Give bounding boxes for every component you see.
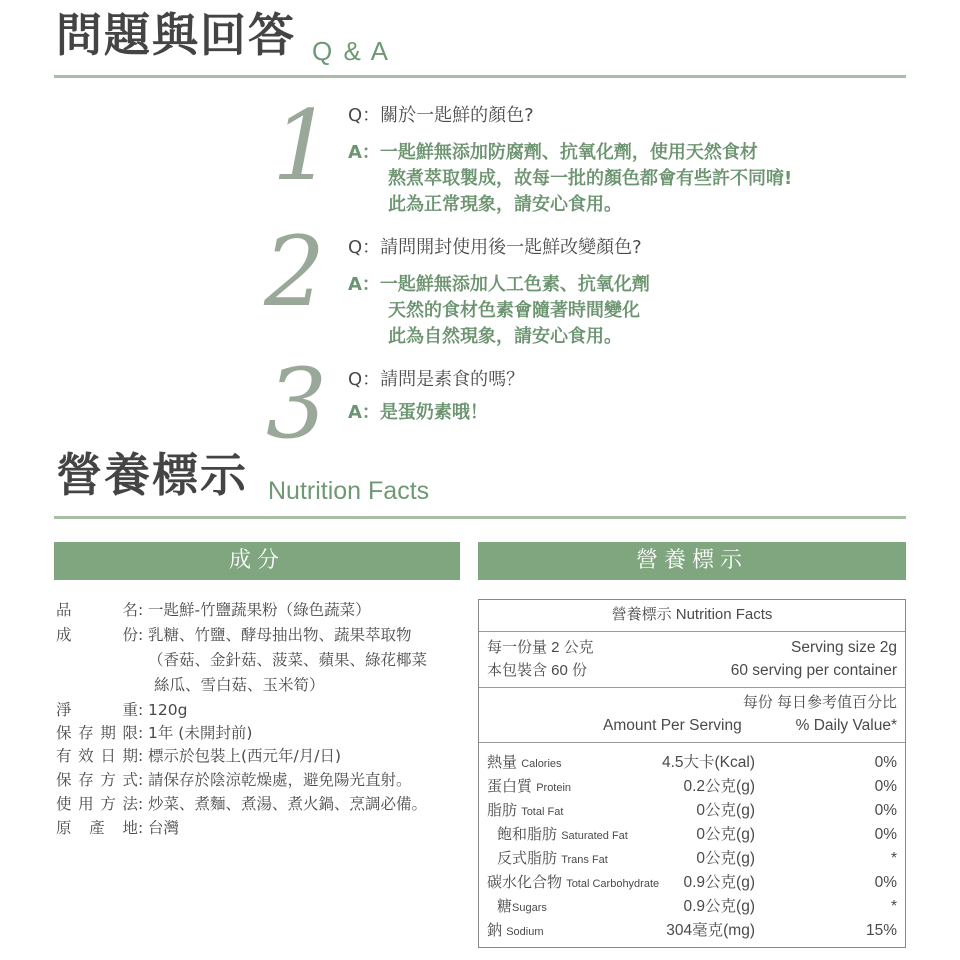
colon: : bbox=[138, 819, 144, 837]
nutrient-name-zh: 碳水化合物 bbox=[487, 874, 563, 891]
qa-divider bbox=[54, 75, 906, 78]
nutrient-name bbox=[497, 897, 547, 918]
ingredient-value: 120g bbox=[148, 701, 188, 719]
ingredient-label: 原產地 bbox=[56, 819, 138, 837]
ingredient-value: 一匙鮮-竹鹽蔬果粉（綠色蔬菜） bbox=[148, 601, 371, 619]
nutrient-daily-value: 0% bbox=[874, 778, 897, 795]
nutrient-amount: 0.9公克(g) bbox=[683, 898, 755, 915]
colon: : bbox=[138, 795, 144, 813]
nutrient-name-zh: 糖 bbox=[497, 898, 513, 915]
nutrition-facts-table bbox=[478, 599, 906, 948]
question-number-1: 1 bbox=[272, 90, 334, 202]
answer-2-line-3: 此為自然現象，請安心食用。 bbox=[388, 326, 622, 347]
nutrient-name bbox=[487, 921, 543, 942]
nutrient-name bbox=[497, 825, 628, 846]
colon: : bbox=[138, 771, 144, 789]
ingredient-row-expiry bbox=[56, 744, 341, 768]
nutrition-subtitle: Nutrition Facts bbox=[268, 477, 430, 505]
ingredient-label: 品名 bbox=[56, 601, 138, 619]
ingredient-continuation-2: 絲瓜、雪白菇、玉米筍） bbox=[154, 676, 325, 694]
ingredient-continuation-1: （香菇、金針菇、菠菜、蘋果、綠花椰菜 bbox=[148, 651, 428, 669]
ingredient-label: 保存期限 bbox=[56, 724, 138, 742]
ingredient-row-ingredients bbox=[56, 623, 412, 647]
nutrient-amount: 4.5大卡(Kcal) bbox=[661, 754, 755, 771]
facts-title: 營養標示 Nutrition Facts bbox=[611, 606, 773, 623]
nutrient-name bbox=[487, 753, 562, 774]
ingredient-value: 台灣 bbox=[148, 819, 180, 837]
nutrient-name-en: Protein bbox=[536, 782, 572, 794]
nutrient-daily-value: 15% bbox=[865, 922, 897, 939]
nutrient-name-en: Saturated Fat bbox=[561, 830, 628, 842]
ingredient-value: 炒菜、煮麵、煮湯、煮火鍋、烹調必備。 bbox=[148, 795, 428, 813]
nutrient-daily-value: 0% bbox=[874, 826, 897, 843]
ingredient-row-usage bbox=[56, 792, 427, 816]
nutrient-name-zh: 脂肪 bbox=[487, 802, 518, 819]
nutrient-daily-value: * bbox=[890, 898, 897, 915]
serving-size-en: Serving size 2g bbox=[791, 639, 897, 656]
qa-subtitle: Q & A bbox=[312, 36, 390, 66]
question-number-2: 2 bbox=[264, 216, 326, 328]
ingredient-value: 乳糖、竹鹽、酵母抽出物、蔬果萃取物 bbox=[148, 626, 412, 644]
ingredient-label: 淨重 bbox=[56, 701, 138, 719]
facts-divider bbox=[479, 687, 905, 688]
facts-divider bbox=[479, 742, 905, 743]
nutrient-daily-value: * bbox=[890, 850, 897, 867]
facts-header-bar: 營養標示 bbox=[478, 542, 906, 580]
nutrient-name-en: Sugars bbox=[512, 902, 547, 914]
ingredient-row-origin bbox=[56, 816, 179, 840]
nutrient-name-zh: 飽和脂肪 bbox=[497, 826, 558, 843]
answer-1-line-2: 熬煮萃取製成，故每一批的顏色都會有些許不同唷! bbox=[388, 168, 793, 189]
ingredient-value: 1年 (未開封前) bbox=[148, 724, 253, 742]
nutrient-name bbox=[497, 849, 608, 870]
ingredient-label: 使用方法 bbox=[56, 795, 138, 813]
nutrient-name-zh: 反式脂肪 bbox=[497, 850, 558, 867]
nutrient-daily-value: 0% bbox=[874, 754, 897, 771]
colon: : bbox=[138, 724, 144, 742]
nutrient-name-zh: 熱量 bbox=[487, 754, 518, 771]
ingredient-label: 保存方式 bbox=[56, 771, 138, 789]
header-amount-en: Amount Per Serving bbox=[603, 717, 742, 734]
colon: : bbox=[138, 701, 144, 719]
facts-divider bbox=[479, 631, 905, 632]
question-1: Q：關於一匙鮮的顏色? bbox=[348, 105, 534, 126]
ingredient-row-storage bbox=[56, 768, 412, 792]
ingredient-value: 標示於包裝上(西元年/月/日) bbox=[148, 747, 342, 765]
nutrient-name-en: Calories bbox=[521, 758, 562, 770]
answer-1-line-1: A：一匙鮮無添加防腐劑、抗氧化劑，使用天然食材 bbox=[348, 142, 758, 163]
answer-2-line-2: 天然的食材色素會隨著時間變化 bbox=[388, 300, 640, 321]
nutrient-amount: 0.9公克(g) bbox=[683, 874, 755, 891]
question-3: Q：請問是素食的嗎？ bbox=[348, 369, 525, 390]
nutrient-amount: 0公克(g) bbox=[696, 826, 755, 843]
ingredient-row-name bbox=[56, 598, 371, 622]
nutrient-name bbox=[487, 873, 659, 894]
answer-1-line-3: 此為正常現象，請安心食用。 bbox=[388, 194, 622, 215]
nutrient-daily-value: 0% bbox=[874, 874, 897, 891]
colon: : bbox=[138, 601, 144, 619]
nutrition-divider bbox=[54, 516, 906, 519]
header-per-serving-zh: 每份 每日參考值百分比 bbox=[742, 694, 897, 711]
answer-3-line-1: A：是蛋奶素哦！ bbox=[348, 402, 488, 423]
ingredient-label: 成份 bbox=[56, 626, 138, 644]
nutrient-amount: 0公克(g) bbox=[696, 802, 755, 819]
question-number-3: 3 bbox=[266, 348, 328, 460]
ingredient-label: 有效日期 bbox=[56, 747, 138, 765]
qa-title: 問題與回答 bbox=[56, 8, 296, 62]
nutrient-amount: 0.2公克(g) bbox=[683, 778, 755, 795]
nutrition-title: 營養標示 bbox=[56, 448, 248, 502]
servings-zh: 本包裝含 60 份 bbox=[487, 662, 588, 679]
nutrient-name bbox=[487, 777, 571, 798]
nutrient-name bbox=[487, 801, 563, 822]
ingredient-row-shelf-life bbox=[56, 721, 252, 745]
ingredients-header-bar: 成分 bbox=[54, 542, 460, 580]
nutrient-name-en: Trans Fat bbox=[561, 854, 608, 866]
header-daily-value-en: % Daily Value* bbox=[795, 717, 897, 734]
nutrient-name-zh: 鈉 bbox=[487, 922, 503, 939]
nutrient-amount: 304毫克(mg) bbox=[666, 922, 755, 939]
question-2: Q：請問開封使用後一匙鮮改變顏色? bbox=[348, 237, 642, 258]
nutrient-name-en: Total Carbohydrate bbox=[566, 878, 660, 890]
colon: : bbox=[138, 626, 144, 644]
nutrient-daily-value: 0% bbox=[874, 802, 897, 819]
nutrient-amount: 0公克(g) bbox=[696, 850, 755, 867]
nutrient-name-zh: 蛋白質 bbox=[487, 778, 533, 795]
nutrient-name-en: Total Fat bbox=[521, 806, 564, 818]
serving-size-zh: 每一份量 2 公克 bbox=[487, 639, 594, 656]
ingredient-value: 請保存於陰涼乾燥處，避免陽光直射。 bbox=[148, 771, 412, 789]
answer-2-line-1: A：一匙鮮無添加人工色素、抗氧化劑 bbox=[348, 274, 650, 295]
ingredient-row-weight bbox=[56, 698, 187, 722]
colon: : bbox=[138, 747, 144, 765]
nutrient-name-en: Sodium bbox=[506, 926, 544, 938]
servings-en: 60 serving per container bbox=[730, 662, 897, 679]
